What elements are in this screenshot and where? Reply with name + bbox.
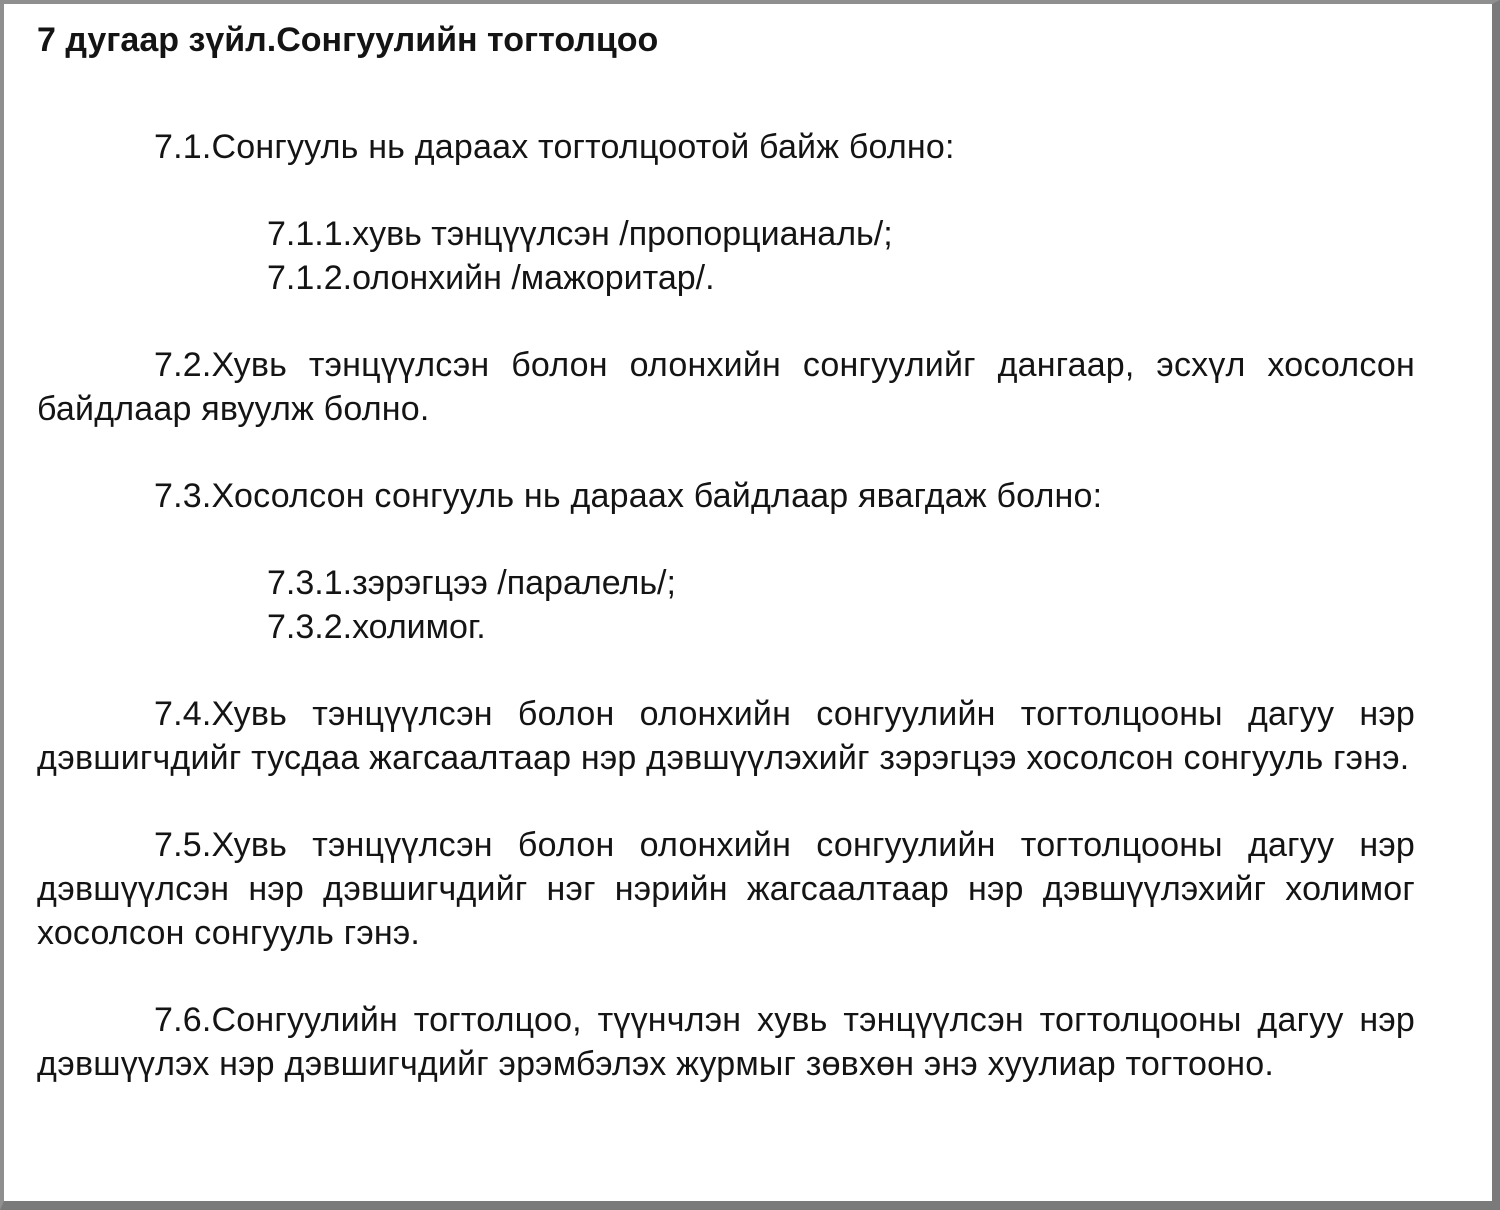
article-title: 7 дугаар зүйл.Сонгуулийн тогтолцоо: [37, 21, 659, 59]
clause-7-2: 7.2.Хувь тэнцүүлсэн болон олонхийн сонгуулийг дангаар, эсхүл хосолсон байдлаар явуулж болно.: [37, 346, 1415, 428]
clause-7-1-2: 7.1.2.олонхийн /мажоритар/.: [267, 259, 715, 297]
spacer: [37, 649, 1415, 692]
spacer: [37, 780, 1415, 823]
spacer: [37, 62, 1415, 125]
clause-7-1-1: 7.1.1.хувь тэнцүүлсэн /пропорцианаль/;: [267, 215, 893, 253]
spacer: [37, 169, 1415, 212]
document-body: [37, 18, 1415, 1086]
clause-7-6: 7.6.Сонгуулийн тогтолцоо, түүнчлэн хувь тэнцүүлсэн тогтолцооны дагуу нэр дэвшүүлэх нэр дэвшигчдийг эрэмбэлэх журмыг зөвхөн энэ хуулиар тогтооно.: [37, 1001, 1415, 1083]
spacer: [37, 955, 1415, 998]
clause-7-3-2: 7.3.2.холимог.: [267, 608, 486, 646]
spacer: [37, 300, 1415, 343]
clause-7-5: 7.5.Хувь тэнцүүлсэн болон олонхийн сонгуулийн тогтолцооны дагуу нэр дэвшүүлсэн нэр дэвшигчдийг нэг нэрийн жагсаалтаар нэр дэвшүүлэхийг холимог хосолсон сонгууль гэнэ.: [37, 826, 1415, 952]
clause-7-3: 7.3.Хосолсон сонгууль нь дараах байдлаар явагдаж болно:: [154, 477, 1103, 515]
clause-7-3-1: 7.3.1.зэрэгцээ /паралель/;: [267, 564, 676, 602]
clause-7-4: 7.4.Хувь тэнцүүлсэн болон олонхийн сонгуулийн тогтолцооны дагуу нэр дэвшигчдийг тусдаа жагсаалтаар нэр дэвшүүлэхийг зэрэгцээ хосолсон сонгууль гэнэ.: [37, 695, 1415, 777]
spacer: [37, 518, 1415, 561]
spacer: [37, 431, 1415, 474]
clause-7-1: 7.1.Сонгууль нь дараах тогтолцоотой байж болно:: [154, 128, 955, 166]
